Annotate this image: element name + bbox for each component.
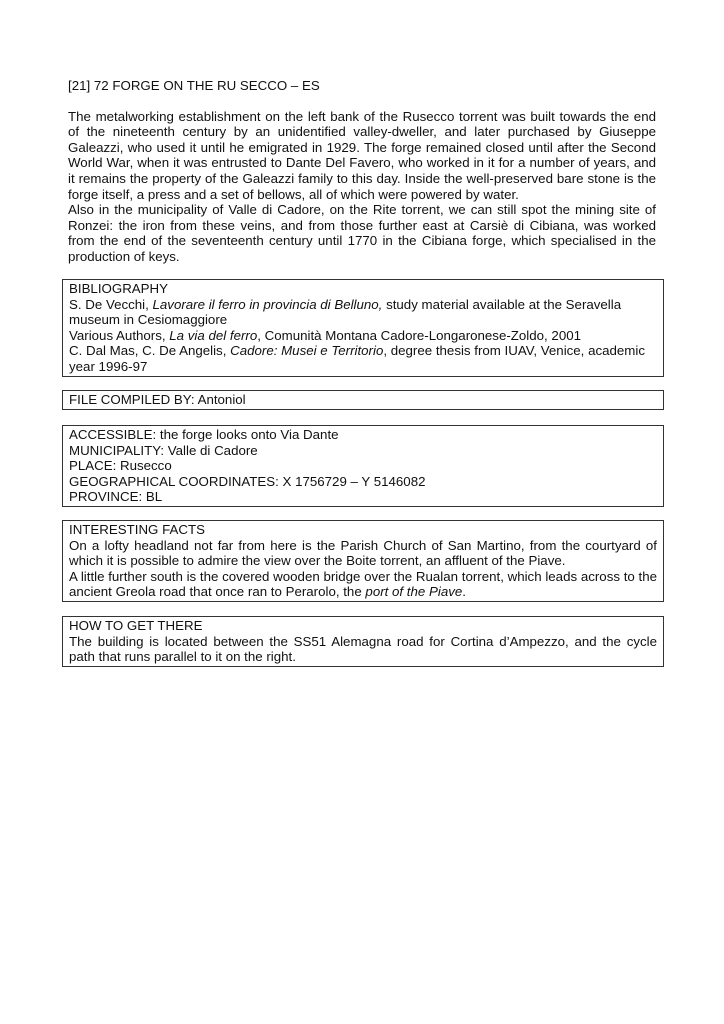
page-title: [21] 72 FORGE ON THE RU SECCO – ES: [68, 78, 320, 93]
province-text: PROVINCE: BL: [69, 489, 163, 505]
place-text: PLACE: Rusecco: [69, 458, 172, 474]
bibliography-title: BIBLIOGRAPHY: [69, 281, 169, 296]
directions-title: HOW TO GET THERE: [69, 618, 203, 633]
bibliography-entry-1: S. De Vecchi, Lavorare il ferro in provincia di Belluno, study material available at the Seravella museum in Cesiomaggiore: [69, 296, 622, 328]
facts-paragraph-1: On a lofty headland not far from here is the Parish Church of San Martino, from the courtyard of which it is possible to admire the view over the Boite torrent, an affluent of the Piave.: [69, 537, 657, 569]
bibliography-entry-2: Various Authors, La via del ferro, Comunità Montana Cadore-Longaronese-Zoldo, 2001: [69, 327, 582, 343]
interesting-facts-box: [62, 520, 664, 602]
document-body: [68, 78, 656, 265]
location-box: [62, 425, 664, 507]
accessible-text: ACCESSIBLE: the forge looks onto Via Dante: [69, 427, 339, 442]
facts-paragraph-2: A little further south is the covered wooden bridge over the Rualan torrent, which leads across to the ancient Greola road that once ran to Perarolo, the port of the Piave.: [69, 568, 657, 600]
municipality-text: MUNICIPALITY: Valle di Cadore: [69, 442, 258, 458]
compiled-by-text: FILE COMPILED BY: Antoniol: [69, 392, 246, 407]
bibliography-entry-3: C. Dal Mas, C. De Angelis, Cadore: Musei e Territorio, degree thesis from IUAV, Venice, academic year 1996-97: [69, 343, 645, 374]
intro-paragraph-1: The metalworking establishment on the left bank of the Rusecco torrent was built towards the end of the nineteenth century by an unidentified valley-dweller, and later purchased by Giuseppe Galeazzi, who used it until he emigrated in 1929. The forge remained closed until after the Second World War, when it was entrusted to Dante Del Favero, who worked in it for a number of years, and it remains the property of the Galeazzi family to this day. Inside the well-preserved bare stone is the forge itself, a press and a set of bellows, all of which were powered by water.: [68, 108, 656, 202]
facts-title: INTERESTING FACTS: [69, 522, 205, 537]
directions-text: The building is located between the SS51 Alemagna road for Cortina d’Ampezzo, and the cycle path that runs parallel to it on the right.: [69, 633, 657, 665]
intro-section: [68, 109, 656, 265]
bibliography-box: [62, 279, 664, 377]
coordinates-text: GEOGRAPHICAL COORDINATES: X 1756729 – Y 5146082: [69, 473, 426, 489]
intro-paragraph-2: Also in the municipality of Valle di Cadore, on the Rite torrent, we can still spot the mining site of Ronzei: the iron from these veins, and from those further east at Carsiè di Cibiana, was worked from the end of the seventeenth century until 1770 in the Cibiana forge, which specialised in the production of keys.: [68, 202, 656, 264]
compiled-by-box: [62, 390, 664, 410]
directions-box: [62, 616, 664, 667]
